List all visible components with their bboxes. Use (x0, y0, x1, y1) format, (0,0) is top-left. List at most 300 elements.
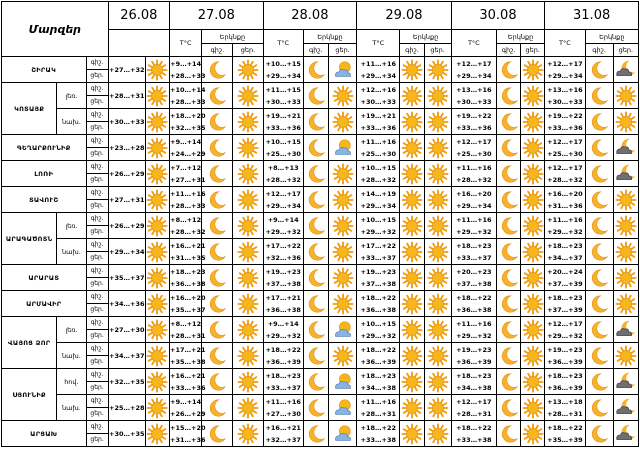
day-icon (613, 395, 638, 421)
day-temp: +28…+32 (360, 175, 396, 184)
night-label: գիշ. (87, 187, 108, 200)
night-temp: +18…+23 (360, 371, 396, 380)
day-icon (328, 265, 356, 291)
day-temp: +35…+39 (547, 435, 583, 444)
day-temp: +25…+30 (547, 149, 583, 158)
cloud-moon-icon (615, 371, 637, 393)
subregion-label: հով. (57, 369, 86, 395)
night-day-label (86, 83, 108, 109)
day-icon (328, 369, 356, 395)
day-temp: +36…+39 (360, 357, 396, 366)
night-temp: +18…+22 (547, 423, 583, 432)
day-icon (424, 213, 451, 239)
weather-icon (145, 83, 169, 109)
night-icon (400, 265, 424, 291)
cloud-sun-icon (332, 397, 354, 419)
night-temp: +18…+22 (456, 423, 492, 432)
date-header: 29.08 (357, 2, 452, 30)
moon-icon (588, 215, 610, 237)
weather-icon (145, 161, 169, 187)
night-temp: +16…+20 (547, 189, 583, 198)
day-icon (521, 291, 545, 317)
night-label: գիշ. (87, 265, 108, 278)
cloud-sun-icon (332, 137, 354, 159)
temp-range (357, 57, 400, 83)
cloud-moon-icon (615, 163, 637, 185)
day-temp: +37…+38 (265, 279, 301, 288)
day-icon (233, 213, 263, 239)
night-label: գիշ. (87, 369, 108, 382)
day-temp: +29…+34 (456, 201, 492, 210)
day-temp: +29…+32 (456, 331, 492, 340)
night-icon (496, 317, 520, 343)
moon-icon (305, 215, 327, 237)
night-icon (585, 421, 613, 447)
sun-icon (237, 397, 259, 419)
sun-icon (146, 371, 168, 393)
day-temp: +37…+38 (456, 279, 492, 288)
night-temp: +17…+22 (265, 241, 301, 250)
weather-icon (145, 395, 169, 421)
temp-header: T°C (263, 30, 303, 57)
day-temp: +36…+39 (547, 383, 583, 392)
day-temp: +28…+33 (170, 201, 206, 210)
sun-icon (615, 215, 637, 237)
night-temp: +19…+23 (547, 345, 583, 354)
moon-icon (498, 85, 520, 107)
sun-icon (427, 397, 449, 419)
table-row (2, 395, 639, 421)
day-temp: +35…+37 (170, 305, 206, 314)
night-icon (202, 135, 233, 161)
sun-icon (401, 59, 423, 81)
sun-icon (522, 189, 544, 211)
sun-icon (332, 189, 354, 211)
temp-range (357, 109, 400, 135)
night-temp: +18…+22 (360, 423, 396, 432)
day-icon (233, 291, 263, 317)
day-temp: +36…+39 (456, 357, 492, 366)
sun-icon (427, 137, 449, 159)
weather-icon (145, 369, 169, 395)
day-icon (613, 135, 638, 161)
cloud-sun-icon (332, 371, 354, 393)
moon-icon (305, 293, 327, 315)
day-temp: +34…+38 (456, 383, 492, 392)
subregion-label: նախ. (57, 239, 86, 265)
moon-icon (206, 163, 228, 185)
night-day-label (86, 421, 108, 447)
day-icon (233, 83, 263, 109)
night-temp: +18…+23 (456, 241, 492, 250)
night-icon (400, 421, 424, 447)
sun-icon (237, 267, 259, 289)
moon-icon (305, 397, 327, 419)
day-temp: +30…+33 (265, 97, 301, 106)
subregion-label: նախ. (57, 343, 86, 369)
night-label: գիշ. (87, 343, 108, 356)
day-temp: +27…+30 (265, 409, 301, 418)
moon-icon (206, 293, 228, 315)
sun-icon (146, 345, 168, 367)
temp-range (263, 317, 303, 343)
moon-icon (498, 319, 520, 341)
table-row (2, 369, 639, 395)
temp-range (451, 135, 496, 161)
sun-icon (146, 215, 168, 237)
night-icon (496, 83, 520, 109)
night-icon (585, 239, 613, 265)
sun-icon (401, 241, 423, 263)
night-temp: +18…+20 (170, 111, 206, 120)
night-icon (496, 57, 520, 83)
night-icon (400, 317, 424, 343)
sun-icon (332, 241, 354, 263)
table-row (2, 135, 639, 161)
day-temp: +29…+34 (360, 71, 396, 80)
sun-icon (332, 85, 354, 107)
night-icon (202, 317, 233, 343)
moon-icon (206, 371, 228, 393)
temp-range (263, 343, 303, 369)
night-icon (400, 291, 424, 317)
day-icon (328, 421, 356, 447)
temp-range (451, 343, 496, 369)
night-icon (400, 109, 424, 135)
night-temp: +19…+21 (265, 111, 301, 120)
day-icon (424, 57, 451, 83)
night-icon (585, 57, 613, 83)
cloud-sun-icon (332, 59, 354, 81)
night-day-label (86, 395, 108, 421)
day-temp: +33…+36 (170, 383, 206, 392)
night-icon (496, 265, 520, 291)
day-temp: +30…+33 (360, 97, 396, 106)
sun-icon (332, 215, 354, 237)
moon-icon (206, 137, 228, 159)
day-temp: +25…+30 (360, 149, 396, 158)
night-day-label (86, 265, 108, 291)
day-label: ցեր. (90, 202, 104, 209)
temp-range (545, 161, 585, 187)
night-temp: +18…+22 (360, 345, 396, 354)
day-icon (328, 161, 356, 187)
day-temp: +36…+38 (265, 305, 301, 314)
sun-icon (401, 293, 423, 315)
temp-range (263, 213, 303, 239)
sun-icon (615, 345, 637, 367)
temp-header: T°C (357, 30, 400, 57)
weather-icon (145, 57, 169, 83)
night-icon (585, 265, 613, 291)
day-temp: +28…+33 (170, 71, 206, 80)
night-icon (585, 135, 613, 161)
temp-range (451, 109, 496, 135)
day-icon (521, 317, 545, 343)
date-header: 31.08 (545, 2, 639, 30)
sun-icon (522, 241, 544, 263)
moon-icon (206, 345, 228, 367)
night-day-label (86, 109, 108, 135)
sun-icon (401, 397, 423, 419)
night-icon (303, 369, 328, 395)
sun-icon (401, 189, 423, 211)
day-icon (613, 291, 638, 317)
day-icon (233, 135, 263, 161)
night-header: գիշ. (400, 44, 424, 57)
day-icon (424, 369, 451, 395)
sun-icon (427, 189, 449, 211)
night-icon (400, 57, 424, 83)
sun-icon (615, 267, 637, 289)
day-icon (521, 161, 545, 187)
night-icon (202, 109, 233, 135)
night-day-label (86, 161, 108, 187)
night-icon (202, 161, 233, 187)
night-temp: +17…+21 (170, 345, 206, 354)
night-day-label (86, 239, 108, 265)
day-label: ցեր. (90, 98, 104, 105)
day-temp: +27…+31 (170, 175, 206, 184)
day-icon (521, 109, 545, 135)
date-header: 28.08 (263, 2, 357, 30)
day-icon (613, 265, 638, 291)
moon-icon (588, 371, 610, 393)
night-temp: +12…+17 (547, 137, 583, 146)
day-temp: +36…+39 (265, 357, 301, 366)
night-icon (585, 317, 613, 343)
night-icon (585, 395, 613, 421)
temp-range (263, 109, 303, 135)
region-name: ՏԱՎՈՒՇ (2, 187, 87, 213)
night-icon (585, 109, 613, 135)
night-temp: +13…+16 (547, 85, 583, 94)
night-icon (585, 291, 613, 317)
night-temp: +18…+23 (547, 293, 583, 302)
moon-icon (498, 137, 520, 159)
day-temp: +31…+36 (547, 201, 583, 210)
day-icon (613, 421, 638, 447)
day-icon (233, 343, 263, 369)
night-icon (400, 187, 424, 213)
temp-value: +30…+33 (108, 109, 145, 135)
temp-range (357, 369, 400, 395)
sun-icon (427, 371, 449, 393)
day-temp: +28…+32 (547, 175, 583, 184)
sun-icon (332, 345, 354, 367)
day-header: ցեր. (233, 44, 263, 57)
day-header: ցեր. (521, 44, 545, 57)
day-temp: +32…+35 (170, 123, 206, 132)
sun-icon (237, 319, 259, 341)
moon-icon (206, 85, 228, 107)
day-temp: +37…+38 (360, 279, 396, 288)
day-temp: +29…+34 (265, 201, 301, 210)
day-header: ցեր. (613, 44, 638, 57)
moon-icon (588, 293, 610, 315)
night-icon (400, 213, 424, 239)
region-name: ԱՐՄԱՎԻՐ (2, 291, 87, 317)
day-icon (521, 343, 545, 369)
sun-icon (522, 293, 544, 315)
day-icon (328, 239, 356, 265)
day-temp: +29…+32 (265, 331, 301, 340)
temp-value: +27…+31 (108, 187, 145, 213)
day-label: ցեր. (90, 254, 104, 261)
sky-header: Երկնքը (202, 30, 263, 44)
temp-range (357, 265, 400, 291)
table-row (2, 343, 639, 369)
day-icon (613, 239, 638, 265)
region-name: ԱՐԱԳԱԾՈՏՆ (2, 213, 57, 265)
day-temp: +37…+39 (547, 279, 583, 288)
temp-value: +27…+30 (108, 317, 145, 343)
day-label: ցեր. (90, 384, 104, 391)
day-icon (233, 109, 263, 135)
night-temp: +12…+17 (547, 163, 583, 172)
subregion-label: նախ. (57, 109, 86, 135)
night-temp: +12…+17 (547, 59, 583, 68)
weather-icon (145, 421, 169, 447)
night-day-label (86, 57, 108, 83)
temp-range (357, 161, 400, 187)
cloud-moon-icon (615, 137, 637, 159)
moon-icon (588, 345, 610, 367)
region-name: ԱՐՑԱԽ (2, 421, 87, 447)
day-icon (613, 317, 638, 343)
temp-range (451, 317, 496, 343)
day-icon (613, 369, 638, 395)
cloud-sun-icon (332, 423, 354, 445)
day-temp: +36…+38 (170, 279, 206, 288)
day-label: ցեր. (90, 176, 104, 183)
day-temp: +25…+30 (265, 149, 301, 158)
day-temp: +28…+31 (360, 409, 396, 418)
sun-icon (237, 59, 259, 81)
moon-icon (498, 371, 520, 393)
night-icon (400, 343, 424, 369)
day-label: ցեր. (90, 332, 104, 339)
sun-icon (401, 111, 423, 133)
moon-icon (588, 189, 610, 211)
moon-icon (206, 59, 228, 81)
night-temp: +16…+20 (456, 189, 492, 198)
moon-icon (588, 423, 610, 445)
night-icon (585, 343, 613, 369)
day-temp: +29…+32 (547, 227, 583, 236)
night-temp: +20…+23 (456, 267, 492, 276)
sky-header: Երկնքը (400, 30, 451, 44)
sun-icon (615, 111, 637, 133)
night-header: գիշ. (202, 44, 233, 57)
temp-range (451, 213, 496, 239)
moon-icon (498, 189, 520, 211)
moon-icon (305, 59, 327, 81)
temp-range (545, 187, 585, 213)
night-icon (202, 265, 233, 291)
night-label: գիշ. (87, 213, 108, 226)
night-header: գիշ. (496, 44, 520, 57)
sun-icon (427, 241, 449, 263)
temp-header: T°C (545, 30, 585, 57)
date-header: 30.08 (451, 2, 545, 30)
table-row (2, 83, 639, 109)
temp-value: +34…+37 (108, 343, 145, 369)
temp-range (170, 161, 206, 187)
night-temp: +19…+22 (456, 111, 492, 120)
moon-icon (305, 163, 327, 185)
night-icon (496, 395, 520, 421)
temp-range (357, 317, 400, 343)
moon-icon (588, 241, 610, 263)
weather-icon (145, 213, 169, 239)
night-temp: +13…+16 (456, 85, 492, 94)
day-temp: +29…+34 (547, 71, 583, 80)
day-temp: +25…+30 (456, 149, 492, 158)
day-icon (613, 343, 638, 369)
night-label: գիշ. (87, 317, 108, 330)
day-icon (233, 161, 263, 187)
date-header: 27.08 (170, 2, 264, 30)
weather-icon (145, 317, 169, 343)
night-temp: +16…+21 (265, 423, 301, 432)
temp-header: T°C (170, 30, 202, 57)
day-icon (424, 265, 451, 291)
night-icon (303, 265, 328, 291)
temp-range (451, 83, 496, 109)
sun-icon (146, 163, 168, 185)
night-icon (585, 213, 613, 239)
night-icon (202, 187, 233, 213)
sun-icon (427, 163, 449, 185)
moon-icon (588, 111, 610, 133)
temp-range (263, 83, 303, 109)
night-icon (496, 343, 520, 369)
night-temp: +18…+22 (360, 293, 396, 302)
night-header: գիշ. (585, 44, 613, 57)
day-icon (424, 343, 451, 369)
temp-range (545, 343, 585, 369)
sun-icon (237, 85, 259, 107)
temp-range (545, 369, 585, 395)
sun-icon (237, 137, 259, 159)
sun-icon (522, 371, 544, 393)
night-header: գիշ. (303, 44, 328, 57)
day-temp: +28…+32 (265, 175, 301, 184)
day-temp: +29…+34 (265, 71, 301, 80)
night-temp: +17…+22 (360, 241, 396, 250)
night-icon (496, 135, 520, 161)
night-icon (303, 83, 328, 109)
day-icon (424, 135, 451, 161)
day-icon (328, 135, 356, 161)
weather-icon (145, 135, 169, 161)
moon-icon (588, 85, 610, 107)
day-icon (328, 213, 356, 239)
day-temp: +35…+38 (170, 357, 206, 366)
day-icon (233, 239, 263, 265)
day-temp: +34…+38 (360, 383, 396, 392)
temp-range (357, 187, 400, 213)
day-temp: +33…+38 (360, 435, 396, 444)
temp-range (263, 187, 303, 213)
date-header: 26.08 (108, 2, 169, 30)
temp-range (357, 291, 400, 317)
subregion-label: նախ. (57, 395, 86, 421)
moon-icon (206, 319, 228, 341)
moon-icon (305, 111, 327, 133)
temp-range (545, 83, 585, 109)
